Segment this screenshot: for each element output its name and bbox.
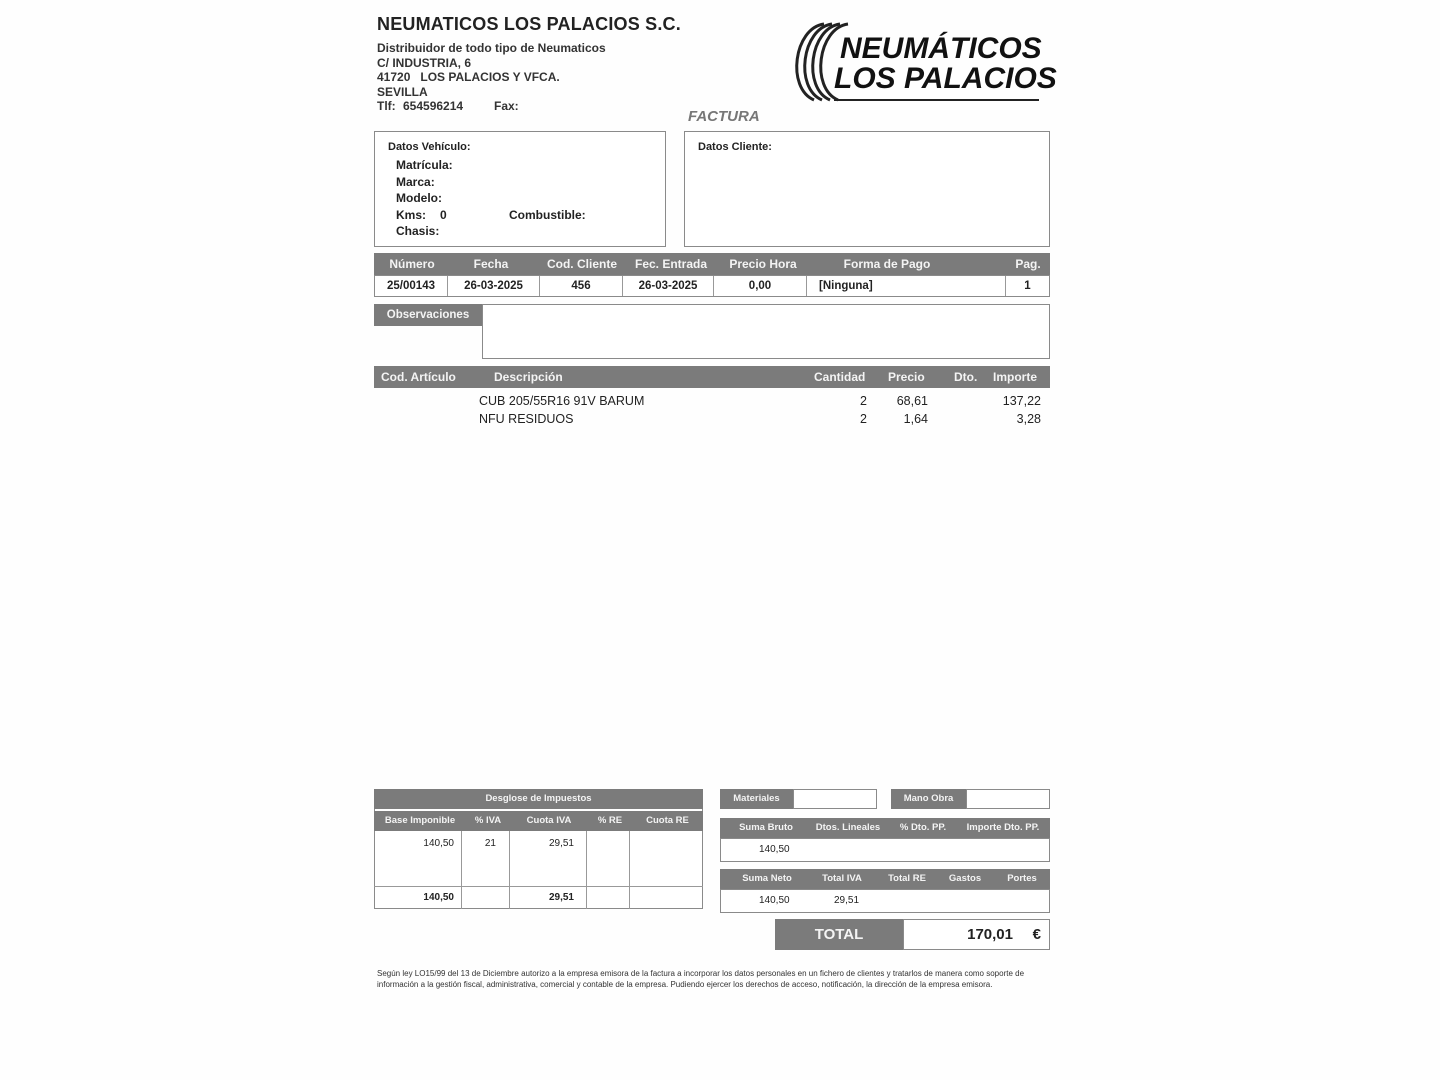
info-header-numero: Número [389, 257, 435, 271]
total-currency: € [1032, 926, 1041, 943]
combustible-label: Combustible: [509, 208, 586, 222]
article-qty: 2 [860, 412, 867, 426]
importe-dto-pp-label: Importe Dto. PP. [966, 822, 1040, 833]
total-iva-label: Total IVA [822, 873, 862, 884]
article-amount: 3,28 [1016, 412, 1041, 426]
info-header-forma-pago: Forma de Pago [843, 257, 931, 271]
kms-value: 0 [440, 208, 447, 222]
gastos-label: Gastos [948, 873, 982, 884]
info-precio-hora: 0,00 [714, 276, 807, 296]
articles-header-code: Cod. Artículo [381, 370, 456, 384]
portes-label: Portes [1007, 873, 1037, 884]
info-fec-entrada: 26-03-2025 [623, 276, 714, 296]
article-amount: 137,22 [1002, 394, 1041, 408]
dto-pp-label: % Dto. PP. [899, 822, 947, 833]
total-value: 170,01 [967, 926, 1013, 943]
logo-line2: LOS PALACIOS [834, 62, 1057, 95]
client-title: Datos Cliente: [698, 141, 772, 153]
materiales-value [793, 789, 877, 809]
company-fax-label: Fax: [494, 99, 519, 113]
tax-total-cuota-iva: 29,51 [548, 892, 574, 903]
article-price: 1,64 [903, 412, 928, 426]
company-logo [784, 18, 1064, 106]
dtos-lineales-label: Dtos. Lineales [815, 822, 881, 833]
info-header-pag: Pag. [1015, 257, 1041, 271]
info-cod-cliente: 456 [540, 276, 623, 296]
modelo-label: Modelo: [396, 191, 442, 205]
company-phone-label: Tlf: [377, 99, 396, 113]
company-street: C/ INDUSTRIA, 6 [377, 56, 472, 70]
tax-base: 140,50 [423, 838, 454, 849]
tax-total-base: 140,50 [423, 892, 454, 903]
articles-header [374, 366, 1050, 388]
company-tagline: Distribuidor de todo tipo de Neumaticos [377, 41, 606, 55]
article-row [374, 394, 1050, 412]
legal-notice: Según ley LO15/99 del 13 de Diciembre autorizo a la empresa emisora de la factura a incorporar los datos personales en un fichero de clientes y tratarlos de manera como soporte de información a la gestión fiscal, administrativa, comercial y contable de la empresa. Pudiendo ejercer los derechos de acceso, notificación, la dirección de la empresa emisora. [377, 969, 1025, 989]
matricula-label: Matrícula: [396, 158, 453, 172]
suma-neto-label: Suma Neto [742, 873, 792, 884]
chasis-label: Chasis: [396, 224, 440, 238]
tax-cuota-iva: 29,51 [548, 838, 574, 849]
info-table-row [374, 275, 1050, 297]
article-desc: NFU RESIDUOS [479, 412, 574, 426]
observaciones-label: Observaciones [374, 304, 482, 326]
company-postal-city: 41720 LOS PALACIOS Y VFCA. [377, 70, 560, 84]
total-label: TOTAL [775, 919, 903, 950]
company-province: SEVILLA [377, 85, 428, 99]
mano-obra-label: Mano Obra [891, 789, 966, 809]
tax-title: Desglose de Impuestos [374, 789, 703, 809]
client-data-box [684, 131, 1050, 247]
article-row [374, 412, 1050, 430]
articles-header-qty: Cantidad [814, 370, 866, 384]
tax-header-cuota-re: Cuota RE [646, 815, 689, 826]
tax-header-re-pct: % RE [597, 815, 623, 826]
suma-bruto-value: 140,50 [759, 844, 790, 855]
total-box [903, 919, 1050, 950]
info-pag: 1 [1024, 280, 1031, 292]
suma-bruto-label: Suma Bruto [739, 822, 793, 833]
articles-header-disc: Dto. [954, 370, 978, 384]
articles-header-price: Precio [888, 370, 925, 384]
summary-header-2 [720, 869, 1050, 889]
company-phone: 654596214 [403, 99, 464, 113]
tax-divider [629, 831, 630, 909]
articles-header-amount: Importe [993, 370, 1038, 384]
info-header-cod-cliente: Cod. Cliente [546, 257, 617, 271]
tax-header-base: Base Imponible [384, 815, 456, 826]
observaciones-box [482, 304, 1050, 359]
tax-total-divider [374, 886, 703, 887]
info-numero: 25/00143 [375, 276, 448, 296]
marca-label: Marca: [396, 175, 435, 189]
info-header-fecha: Fecha [473, 257, 509, 271]
tax-header [374, 811, 703, 831]
info-fecha: 26-03-2025 [448, 276, 540, 296]
article-qty: 2 [860, 394, 867, 408]
mano-obra-value [966, 789, 1050, 809]
kms-label: Kms: [396, 208, 427, 222]
info-table-header [374, 253, 1050, 275]
article-desc: CUB 205/55R16 91V BARUM [479, 394, 645, 408]
summary-header-1 [720, 818, 1050, 838]
suma-neto-value: 140,50 [759, 895, 790, 906]
tax-header-cuota-iva: Cuota IVA [526, 815, 572, 826]
info-header-fec-entrada: Fec. Entrada [634, 257, 708, 271]
articles-header-desc: Descripción [494, 370, 563, 384]
summary-row-1 [720, 838, 1050, 862]
total-iva-value: 29,51 [834, 895, 860, 906]
tax-header-iva-pct: % IVA [474, 815, 502, 826]
tax-iva-pct: 21 [484, 838, 496, 849]
info-forma-pago: [Ninguna] [807, 276, 1006, 296]
vehicle-data-box [374, 131, 666, 247]
total-re-label: Total RE [888, 873, 926, 884]
vehicle-title: Datos Vehículo: [388, 141, 471, 153]
article-price: 68,61 [896, 394, 928, 408]
tax-divider [586, 831, 587, 909]
info-header-precio-hora: Precio Hora [729, 257, 797, 271]
document-title: FACTURA [688, 108, 760, 125]
materiales-label: Materiales [720, 789, 793, 809]
tire-logo-icon [784, 18, 1064, 106]
summary-row-2 [720, 889, 1050, 913]
logo-line1: NEUMÁTICOS [840, 32, 1042, 65]
company-name: NEUMATICOS LOS PALACIOS S.C. [377, 14, 681, 34]
